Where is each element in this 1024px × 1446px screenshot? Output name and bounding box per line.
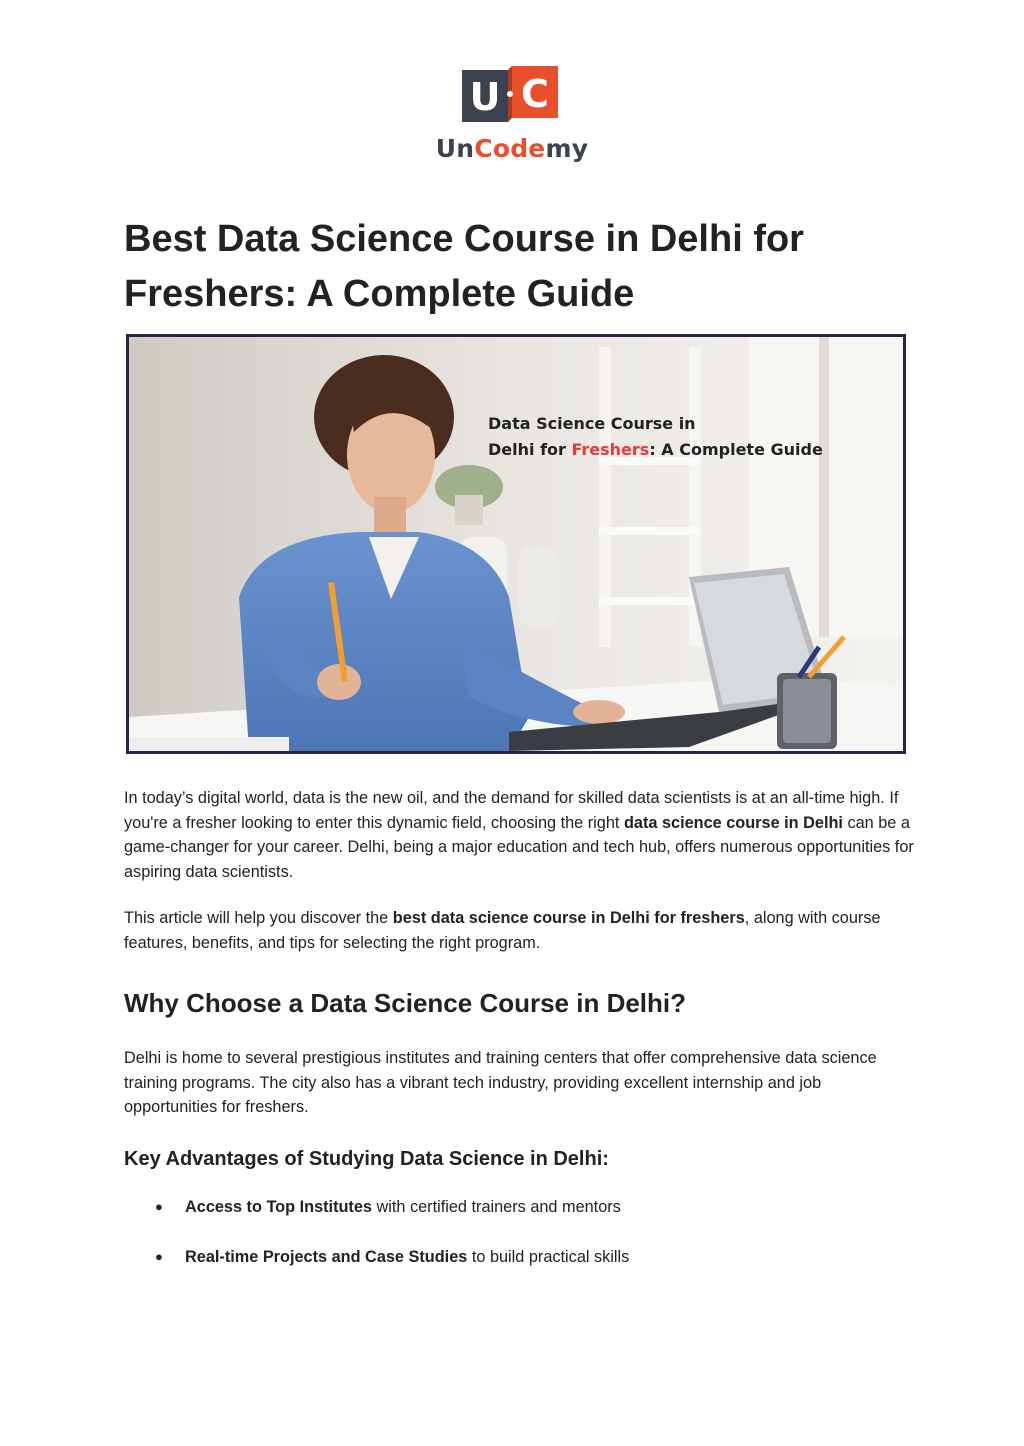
intro-p1-text1: In today’s digital world, data is the new oil, and the demand for skilled data scientists is at an all-time high. If you're a fresher looking to enter this dynamic field, choosing the right [124, 789, 899, 832]
list-item-bold: Access to Top Institutes [185, 1198, 372, 1216]
intro-p2-text1: This article will help you discover the [124, 909, 393, 927]
uncodemy-logo-mark [462, 66, 558, 122]
logo-mark-right-letter: C [521, 72, 549, 116]
subheading-advantages: Key Advantages of Studying Data Science in Delhi: [124, 1148, 609, 1170]
list-item [155, 1195, 621, 1219]
list-item [155, 1245, 629, 1269]
hero-caption-before: Delhi for [488, 440, 572, 459]
logo-wordmark [420, 134, 604, 163]
section-heading-why: Why Choose a Data Science Course in Delhi? [124, 988, 687, 1018]
page-title: Best Data Science Course in Delhi for Freshers: A Complete Guide [124, 218, 804, 315]
intro-p2-text2: , along with course features, benefits, and tips for selecting the right program. [124, 909, 881, 952]
uncodemy-logo [420, 62, 604, 172]
intro-p1-text2: can be a game-changer for your career. Delhi, being a major education and tech hub, offers numerous opportunities for aspiring data scientists. [124, 813, 914, 881]
logo-word-part2: Code [474, 134, 546, 163]
hero-illustration [129, 337, 903, 751]
intro-paragraph-2 [124, 906, 914, 955]
bullet-glyph: ● [155, 1249, 163, 1264]
intro-p1-bold: data science course in Delhi [623, 813, 843, 832]
intro-paragraph-1 [124, 786, 914, 884]
list-item-text: with certified trainers and mentors [371, 1198, 621, 1216]
logo-word-part1: Un [435, 134, 475, 163]
hero-caption-highlight: Freshers [571, 440, 650, 459]
hero-caption [488, 411, 888, 463]
why-paragraph: Delhi is home to several prestigious institutes and training centers that offer comprehensive data science training programs. The city also has a vibrant tech industry, providing excellent internship and job opportunities for freshers. [124, 1049, 877, 1117]
intro-p2-bold: best data science course in Delhi for freshers [392, 909, 745, 927]
hero-caption-line1: Data Science Course in [488, 414, 696, 433]
logo-mark-left-letter: U [469, 75, 501, 119]
hero-image [126, 334, 906, 754]
hero-caption-line2 [488, 437, 888, 463]
list-item-bold: Real-time Projects and Case Studies [185, 1248, 468, 1266]
hero-caption-after: : A Complete Guide [649, 440, 823, 459]
logo-word-part3: my [545, 134, 589, 163]
bullet-glyph: ● [155, 1199, 163, 1214]
list-item-text: to build practical skills [467, 1248, 630, 1266]
